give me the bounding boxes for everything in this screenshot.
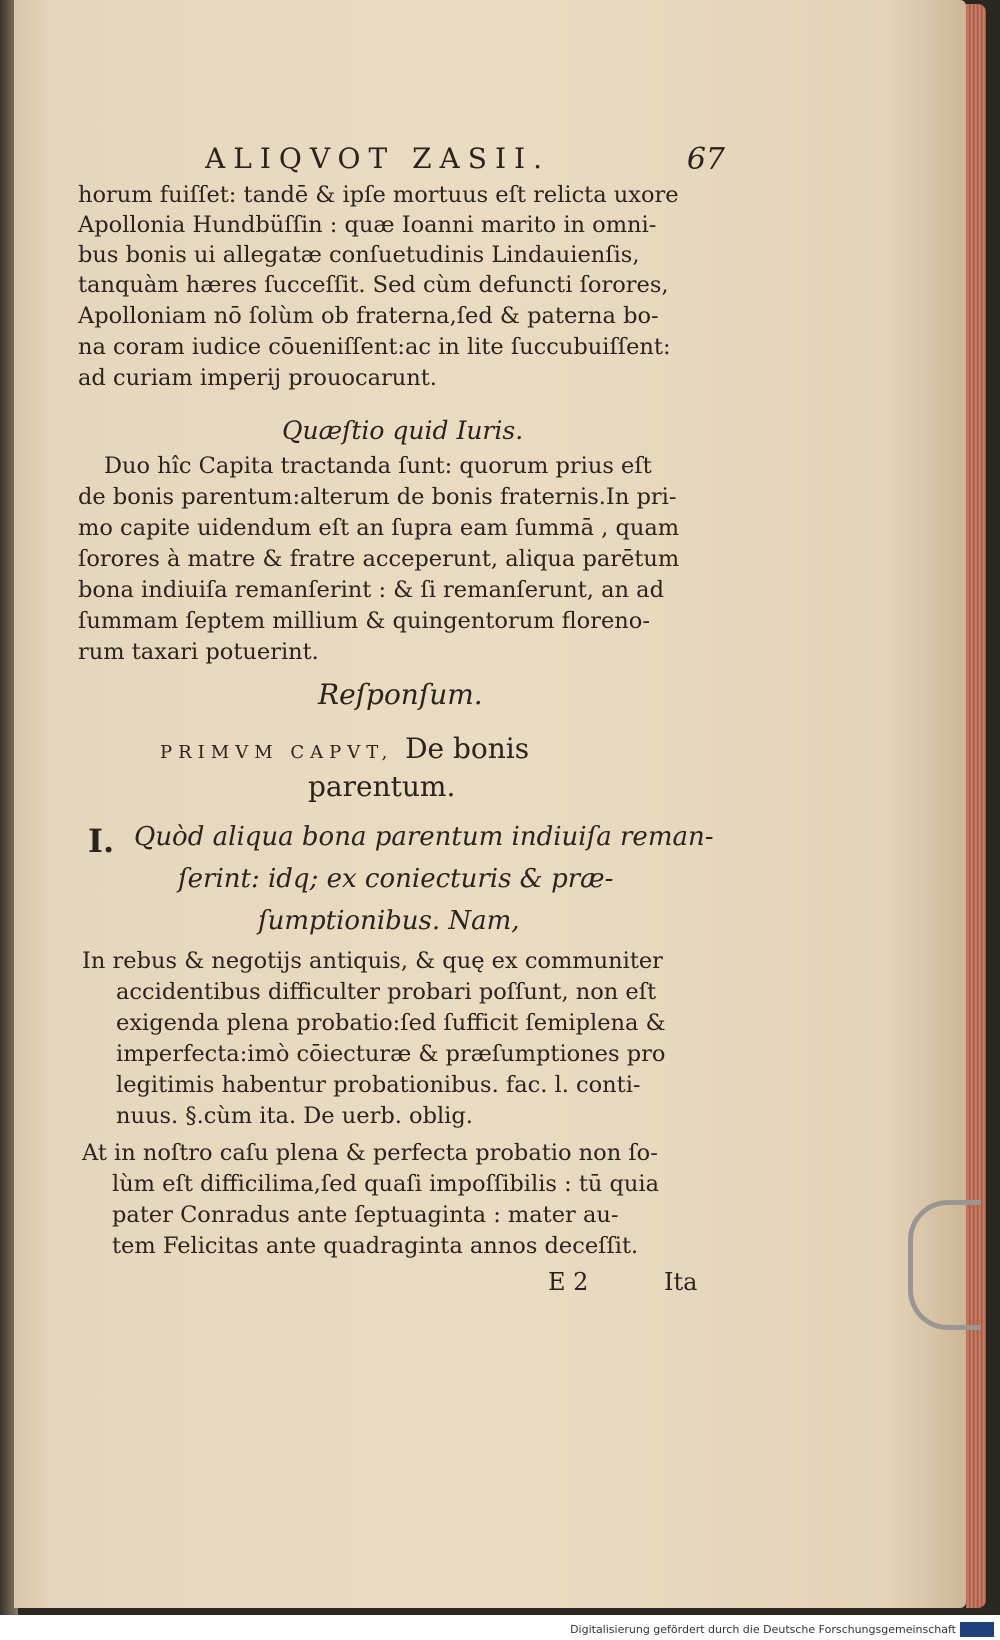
text-line: imperfecta:imò cōiecturæ & præſumptiones pro bbox=[116, 1041, 666, 1067]
text-line: Apolloniam nō ſolùm ob fraterna,ſed & paterna bo- bbox=[78, 303, 659, 329]
footer-credit: Digitalisierung gefördert durch die Deutsche Forschungsgemeinschaft bbox=[570, 1623, 956, 1636]
text-line: legitimis habentur probationibus. fac. l. conti- bbox=[116, 1072, 641, 1098]
page-clip bbox=[908, 1200, 981, 1330]
text-line: pater Conradus ante ſeptuaginta : mater au- bbox=[112, 1202, 619, 1228]
text-line: tem Felicitas ante quadraginta annos deceſſit. bbox=[112, 1233, 639, 1259]
text-line: ſummam ſeptem millium & quingentorum floreno- bbox=[78, 608, 650, 634]
text-line: ad curiam imperij prouocarunt. bbox=[78, 365, 437, 391]
section-heading-line: ſerint: idq; ex coniecturis & præ- bbox=[178, 864, 614, 894]
text-line: bona indiuiſa remanſerint : & ſi remanſerunt, an ad bbox=[78, 577, 664, 603]
responsum-heading: Reſponſum. bbox=[318, 678, 483, 711]
text-line: lùm eſt difficilima,ſed quaſi impoſſibilis : tū quia bbox=[112, 1171, 660, 1197]
text-line: Apollonia Hundbüſſin : quæ Ioanni marito in omni- bbox=[78, 212, 657, 238]
caput-heading bbox=[160, 732, 529, 765]
page-edges bbox=[966, 4, 986, 1608]
caput-title-continued: parentum. bbox=[308, 770, 456, 803]
section-heading-line: ſumptionibus. Nam, bbox=[258, 906, 520, 936]
page-number: 67 bbox=[686, 142, 725, 177]
caput-title: De bonis bbox=[405, 732, 530, 765]
section-heading-line: Quòd aliqua bona parentum indiuiſa reman- bbox=[134, 822, 714, 852]
text-line: Duo hîc Capita tractanda ſunt: quorum prius eſt bbox=[104, 453, 652, 479]
text-line: na coram iudice cōueniſſent:ac in lite ſuccubuiſſent: bbox=[78, 334, 671, 360]
text-line: tanquàm hæres ſucceſſit. Sed cùm defuncti ſorores, bbox=[78, 272, 669, 298]
text-line: At in noſtro caſu plena & perfecta probatio non ſo- bbox=[82, 1140, 658, 1166]
text-line: exigenda plena probatio:ſed ſufficit ſemiplena & bbox=[116, 1010, 666, 1036]
text-line: bus bonis ui allegatæ conſuetudinis Lindauienſis, bbox=[78, 242, 640, 268]
signature-mark: E 2 bbox=[548, 1268, 589, 1296]
text-line: de bonis parentum:alterum de bonis fraternis.In pri- bbox=[78, 484, 677, 510]
footer-bar bbox=[0, 1622, 1000, 1640]
text-line: accidentibus difficulter probari poſſunt, non eſt bbox=[116, 979, 657, 1005]
caput-label: PRIMVM CAPVT, bbox=[160, 742, 394, 763]
quaestio-heading: Quæſtio quid Iuris. bbox=[282, 416, 524, 445]
text-line: rum taxari potuerint. bbox=[78, 639, 319, 665]
running-header bbox=[205, 142, 725, 177]
text-line: horum fuiſſet: tandē & ipſe mortuus eſt relicta uxore bbox=[78, 182, 679, 208]
text-line: In rebus & negotijs antiquis, & quę ex communiter bbox=[82, 948, 663, 974]
running-title: ALIQVOT ZASII. bbox=[205, 142, 550, 175]
text-line: nuus. §.cùm ita. De uerb. oblig. bbox=[116, 1103, 473, 1129]
text-line: mo capite uidendum eſt an ſupra eam ſummā , quam bbox=[78, 515, 680, 541]
section-number: I. bbox=[88, 822, 115, 860]
catchword: Ita bbox=[664, 1268, 698, 1296]
dfg-logo bbox=[960, 1622, 994, 1637]
text-line: ſorores à matre & fratre acceperunt, aliqua parētum bbox=[78, 546, 680, 572]
